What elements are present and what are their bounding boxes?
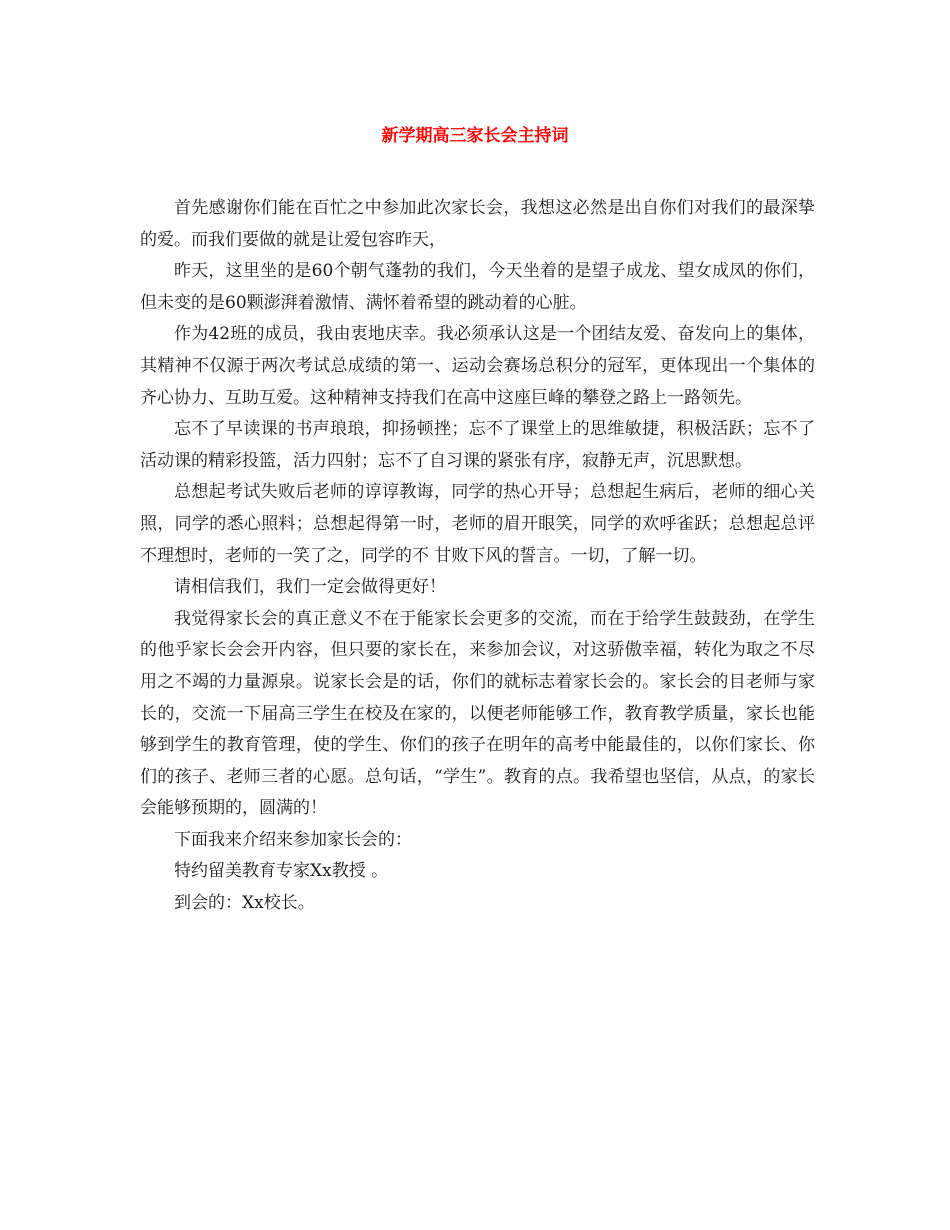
document-body — [140, 193, 815, 920]
paragraph-principal: 到会的：Xx校长。 — [174, 893, 315, 914]
paragraph-yesterday: 昨天，这里坐的是60个朝气蓬勃的我们，今天坐着的是望子成龙、望女成凤的你们，但未变的是60颗澎湃着激情、满怀着希望的跳动着的心脏。 — [140, 261, 815, 313]
paragraph-memories: 总想起考试失败后老师的谆谆教诲，同学的热心开导；总想起生病后，老师的细心关照，同学的悉心照料；总想起得第一时，老师的眉开眼笑，同学的欢呼雀跃；总想起总评不理想时，老师的一笑了之，同学的不 甘败下风的誓言。一切，了解一切。 — [140, 482, 815, 566]
paragraph-meaning: 我觉得家长会的真正意义不在于能家长会更多的交流，而在于给学生鼓鼓劲，在学生的他乎家长会会开内容，但只要的家长在，来参加会议，对这骄傲幸福，转化为取之不尽用之不竭的力量源泉。说家长会是的话，你们的就标志着家长会的。家长会的目老师与家长的，交流一下届高三学生在校及在家的，以便老师能够工作，教育教学质量，家长也能够到学生的教育管理，使的学生、你们的孩子在明年的高考中能最佳的，以你们家长、你们的孩子、老师三者的心愿。总句话，“学生”。教育的点。我希望也坚信，从点，的家长会能够预期的，圆满的！ — [140, 608, 815, 819]
paragraph-guest-expert: 特约留美教育专家Xx教授 。 — [174, 861, 389, 882]
document-title: 新学期高三家长会主持词 — [381, 126, 569, 146]
paragraph-introduction: 下面我来介绍来参加家长会的： — [174, 829, 412, 850]
paragraph-promise: 请相信我们，我们一定会做得更好！ — [174, 577, 446, 598]
paragraph-class-42: 作为42班的成员，我由衷地庆幸。我必须承认这是一个团结友爱、奋发向上的集体，其精神不仅源于两次考试总成绩的第一、运动会赛场总积分的冠军，更体现出一个集体的齐心协力、互助互爱。这种精神支持我们在高中这座巨峰的攀登之路上一路领先。 — [140, 324, 815, 408]
paragraph-thanks: 首先感谢你们能在百忙之中参加此次家长会，我想这必然是出自你们对我们的最深挚的爱。而我们要做的就是让爱包容昨天， — [140, 198, 815, 250]
paragraph-unforgettable: 忘不了早读课的书声琅琅，抑扬顿挫；忘不了课堂上的思维敏捷，积极活跃；忘不了活动课的精彩投篮，活力四射；忘不了自习课的紧张有序，寂静无声，沉思默想。 — [140, 419, 815, 471]
